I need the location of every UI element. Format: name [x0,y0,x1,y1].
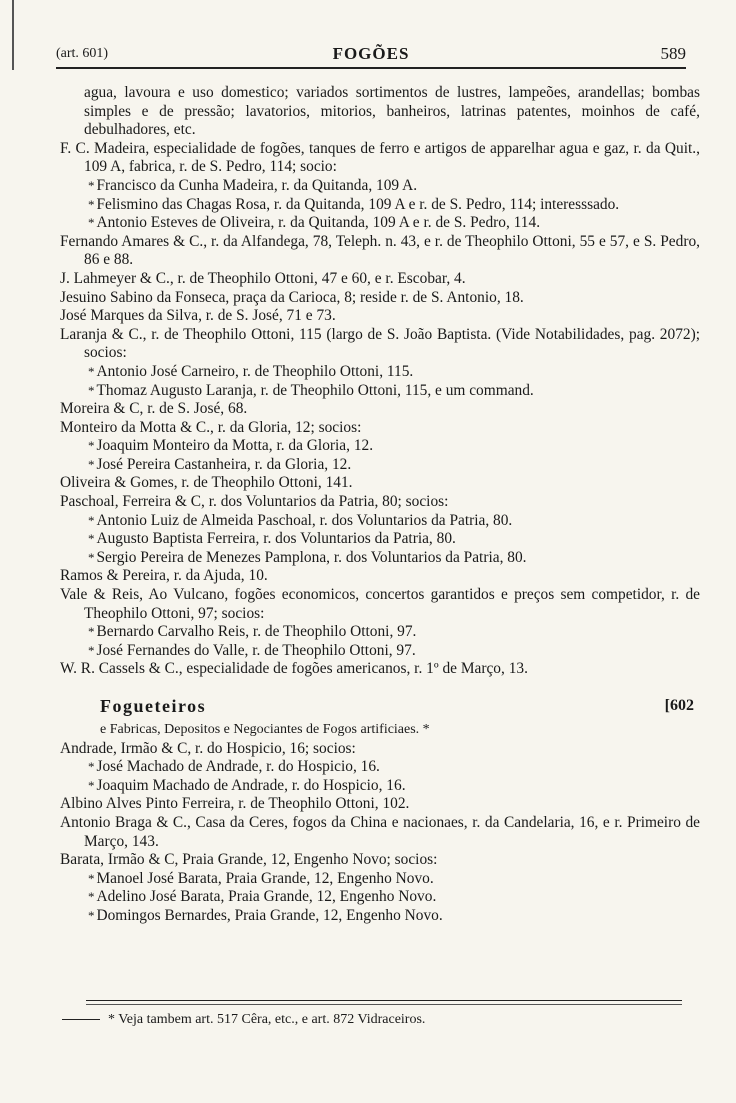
entry: Monteiro da Motta & C., r. da Gloria, 12; socios: [60,418,362,436]
footnote-dash [62,1019,100,1020]
sub-entry: * Domingos Bernardes, Praia Grande, 12, Engenho Novo. [88,906,443,924]
entry: Jesuino Sabino da Fonseca, praça da Carioca, 8; reside r. de S. Antonio, 18. [60,288,524,306]
margin-mark [12,0,17,70]
entry: J. Lahmeyer & C., r. de Theophilo Ottoni, 47 e 60, e r. Escobar, 4. [60,269,466,287]
entry: Barata, Irmão & C, Praia Grande, 12, Engenho Novo; socios: [60,851,438,869]
entry: Laranja & C., r. de Theophilo Ottoni, 115 (largo de S. João Baptista. (Vide Notabilidades, pag. 2072); socios: [60,325,700,362]
footer-rule [86,1000,682,1001]
entry: Paschoal, Ferreira & C, r. dos Voluntarios da Patria, 80; socios: [60,493,449,511]
footer-rule-thin [86,1004,682,1005]
entry: Albino Alves Pinto Ferreira, r. de Theophilo Ottoni, 102. [60,795,410,813]
sub-entry: * José Fernandes do Valle, r. de Theophilo Ottoni, 97. [88,641,416,659]
directory-body [60,84,700,926]
header-rule [56,67,686,69]
entry: Antonio Braga & C., Casa da Ceres, fogos da China e nacionaes, r. da Candelaria, 16, e r. Primeiro de Março, 143. [60,813,700,850]
page-title: FOGÕES [332,44,410,63]
section-note: e Fabricas, Depositos e Negociantes de Fogos artificiaes. * [100,722,430,737]
entry: Andrade, Irmão & C, r. do Hospicio, 16; socios: [60,739,356,757]
sub-entry: * Augusto Baptista Ferreira, r. dos Voluntarios da Patria, 80. [88,530,456,548]
entry: Moreira & C, r. de S. José, 68. [60,400,248,418]
entry: Fernando Amares & C., r. da Alfandega, 78, Teleph. n. 43, e r. de Theophilo Ottoni, 55 e 57, e S. Pedro, 86 e 88. [60,232,700,269]
sub-entry: * Antonio Esteves de Oliveira, r. da Quitanda, 109 A e r. de S. Pedro, 114. [88,214,541,232]
sub-entry: * José Machado de Andrade, r. do Hospicio, 16. [88,758,380,776]
section-header [60,695,700,721]
sub-entry: * Bernardo Carvalho Reis, r. de Theophilo Ottoni, 97. [88,623,417,641]
article-ref: (art. 601) [56,46,109,61]
footnote-text: * Veja tambem art. 517 Cêra, etc., e art. 872 Vidraceiros. [108,1012,426,1027]
sub-entry: * Antonio Luiz de Almeida Paschoal, r. dos Voluntarios da Patria, 80. [88,511,513,529]
sub-entry: * Manoel José Barata, Praia Grande, 12, Engenho Novo. [88,869,434,887]
entry: F. C. Madeira, especialidade de fogões, tanques de ferro e artigos de apparelhar agua e gaz, r. da Quit., 109 A, fabrica, r. de S. Pedro, 114; socio: [60,139,700,176]
sub-entry: * José Pereira Castanheira, r. da Gloria, 12. [88,455,352,473]
entry: José Marques da Silva, r. de S. José, 71 e 73. [60,307,336,325]
sub-entry: * Joaquim Monteiro da Motta, r. da Gloria, 12. [88,437,374,455]
sub-entry: * Francisco da Cunha Madeira, r. da Quitanda, 109 A. [88,176,418,194]
entry: Vale & Reis, Ao Vulcano, fogões economicos, concertos garantidos e preços sem competidor, r. de Theophilo Ottoni, 97; socios: [60,586,700,622]
page-number: 589 [660,44,686,63]
entry: Oliveira & Gomes, r. de Theophilo Ottoni, 141. [60,474,353,492]
section-title: Fogueteiros [100,696,207,716]
page-header [56,44,686,68]
sub-entry: * Felismino das Chagas Rosa, r. da Quitanda, 109 A e r. de S. Pedro, 114; interesssado. [88,195,620,213]
sub-entry: * Thomaz Augusto Laranja, r. de Theophilo Ottoni, 115, e um command. [88,381,534,399]
footnote [62,1012,425,1028]
entry: Ramos & Pereira, r. da Ajuda, 10. [60,567,268,585]
sub-entry: * Sergio Pereira de Menezes Pamplona, r. dos Voluntarios da Patria, 80. [88,548,527,566]
sub-entry: * Adelino José Barata, Praia Grande, 12, Engenho Novo. [88,888,437,906]
sub-entry: * Joaquim Machado de Andrade, r. do Hospicio, 16. [88,776,406,794]
entry: W. R. Cassels & C., especialidade de fogões americanos, r. 1º de Março, 13. [60,660,528,678]
entry-continuation: agua, lavoura e uso domestico; variados sortimentos de lustres, lampeões, arandellas; bombas simples e de pressão; lavatorios, mitorios, banheiros, latrinas patentes, moinhos de café, debulhadores, etc. [84,84,700,139]
section-ref: [602 [664,697,694,714]
sub-entry: * Antonio José Carneiro, r. de Theophilo Ottoni, 115. [88,362,414,380]
